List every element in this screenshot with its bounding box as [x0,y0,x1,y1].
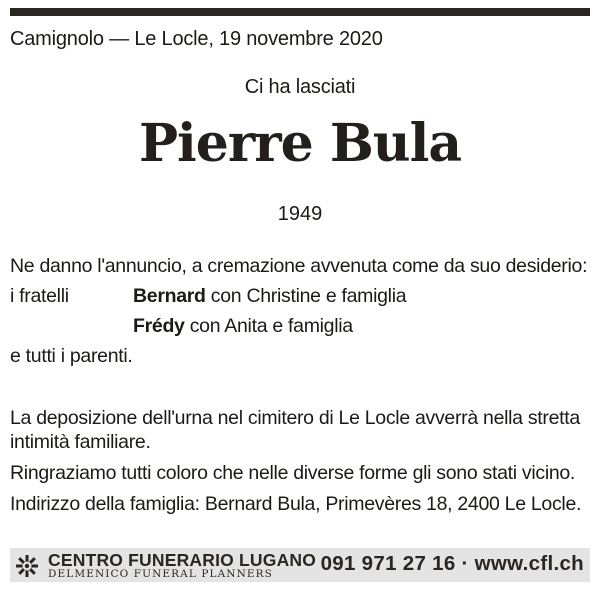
relation-label: i fratelli [10,285,69,307]
relative-detail: con Christine e famiglia [205,285,407,307]
funeral-home-banner [10,548,590,582]
top-rule [10,8,590,16]
thanks-line: Ringraziamo tutti coloro che nelle diverse forme gli sono stati vicino. [10,462,576,484]
relative-name: Bernard [133,285,206,307]
flower-logo-icon [15,554,39,578]
intro-text: Ci ha lasciati [244,76,356,98]
relative-entry [133,315,353,338]
deceased-name: Pierre Bula [138,113,462,174]
relative-detail: con Anita e famiglia [184,315,353,337]
deposition-line-1: La deposizione dell'urna nel cimitero di Le Locle avverrà nella stretta [10,407,580,429]
announcement-line: Ne danno l'annuncio, a cremazione avvenuta come da suo desiderio: [10,255,588,277]
funeral-home-name: CENTRO FUNERARIO LUGANO [48,550,317,570]
funeral-home-contact: 091 971 27 16 · www.cfl.ch [320,552,584,575]
relative-entry [133,285,406,308]
funeral-home-subtitle: DELMENICO FUNERAL PLANNERS [48,568,273,580]
birth-year: 1949 [277,203,323,225]
closing-line: e tutti i parenti. [10,345,133,367]
deposition-line-2: intimità familiare. [10,431,151,453]
relative-name: Frédy [133,315,185,337]
place-date: Camignolo — Le Locle, 19 novembre 2020 [10,28,383,50]
family-address: Indirizzo della famiglia: Bernard Bula, Primevères 18, 2400 Le Locle. [10,493,582,515]
